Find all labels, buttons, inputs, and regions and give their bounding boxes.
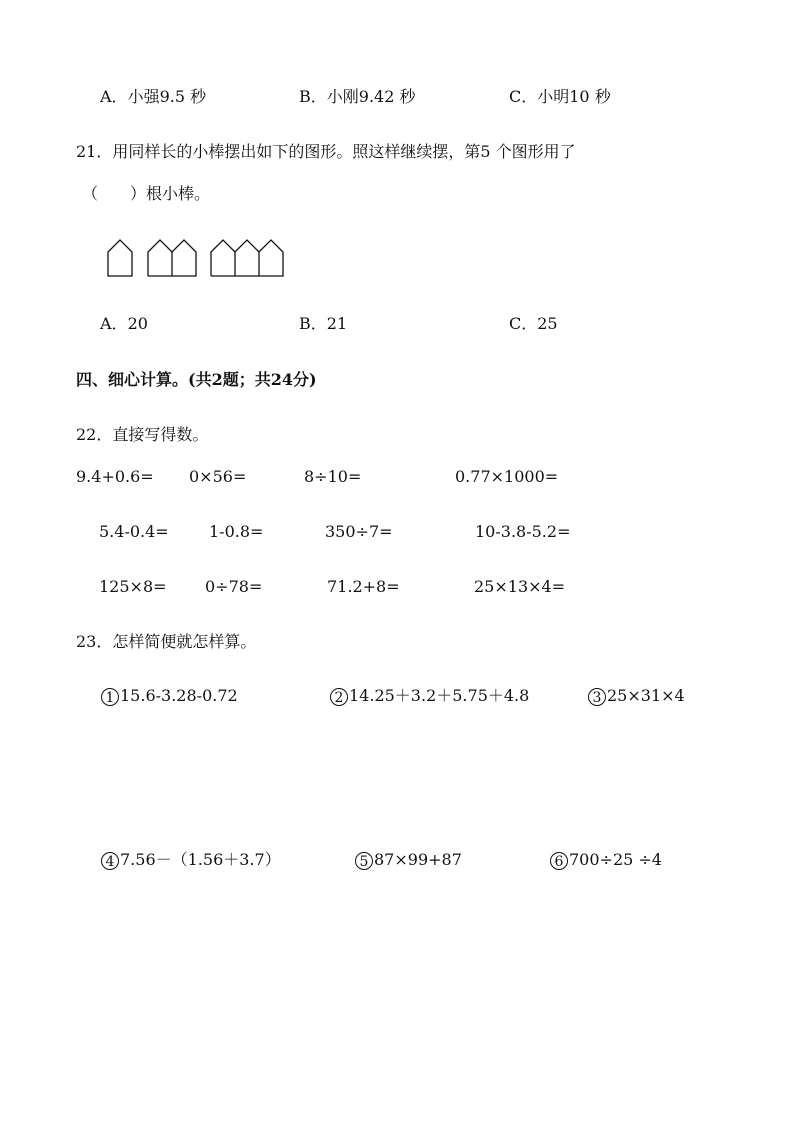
option-text: 20 [127,314,148,333]
q23-expr: 7.56－（1.56＋3.7） [120,850,281,869]
q20-option-a [100,87,206,107]
q23-expr: 87×99+87 [374,850,462,869]
q23-expr: 25×31×4 [607,686,685,705]
q23-expr: 14.25＋3.2＋5.75＋4.8 [349,686,530,705]
option-text: 25 [537,314,558,333]
q22-expr: 1-0.8= [209,522,264,541]
circled-number: 2 [330,688,348,706]
q23-expr: 700÷25 ÷4 [569,850,662,869]
q23-item-4 [101,850,281,870]
q22-expr: 0÷78= [205,577,263,596]
q22-expr: 8÷10= [304,467,362,486]
q23-title: 23．怎样简便就怎样算。 [76,632,257,651]
house-figure-1 [108,240,132,276]
q23-item-3 [588,686,685,706]
circled-number: 5 [355,852,373,870]
q22-expr: 350÷7= [325,522,393,541]
circled-number: 3 [588,688,606,706]
q22-title: 22．直接写得数。 [76,425,209,444]
q21-option-c [509,314,558,334]
q22-expr: 25×13×4= [474,577,566,596]
q22-expr: 71.2+8= [327,577,400,596]
circled-number: 6 [550,852,568,870]
q22-expr: 0×56= [189,467,247,486]
option-letter: C． [509,314,538,333]
option-letter: C． [509,87,538,106]
section-4-heading: 四、细心计算。(共2题；共24分) [76,370,317,389]
q22-expr: 0.77×1000= [455,467,559,486]
q23-expr: 15.6-3.28-0.72 [120,686,238,705]
q21-option-a [100,314,148,334]
option-letter: A． [100,314,128,333]
q21-question-line1: 21．用同样长的小棒摆出如下的图形。照这样继续摆，第5 个图形用了 [76,142,576,161]
q20-option-b [299,87,415,107]
circled-number: 1 [101,688,119,706]
q23-item-1 [101,686,238,706]
q23-item-6 [550,850,662,870]
q20-option-c [509,87,611,107]
circled-number: 4 [101,852,119,870]
option-letter: A． [100,87,128,106]
q21-option-b [299,314,347,334]
option-text: 21 [326,314,348,333]
q23-item-2 [330,686,529,706]
q22-expr: 10-3.8-5.2= [475,522,571,541]
house-figure-3 [211,240,283,276]
option-letter: B． [299,87,327,106]
option-text: 小刚9.42 秒 [326,87,416,106]
q22-expr: 125×8= [99,577,167,596]
q21-question-line2: （ ）根小棒。 [82,184,211,203]
q23-item-5 [355,850,462,870]
option-text: 小明10 秒 [537,87,611,106]
option-text: 小强9.5 秒 [127,87,207,106]
q22-expr: 9.4+0.6= [76,467,154,486]
option-letter: B． [299,314,327,333]
house-stick-figures [100,232,300,282]
q22-expr: 5.4-0.4= [99,522,169,541]
